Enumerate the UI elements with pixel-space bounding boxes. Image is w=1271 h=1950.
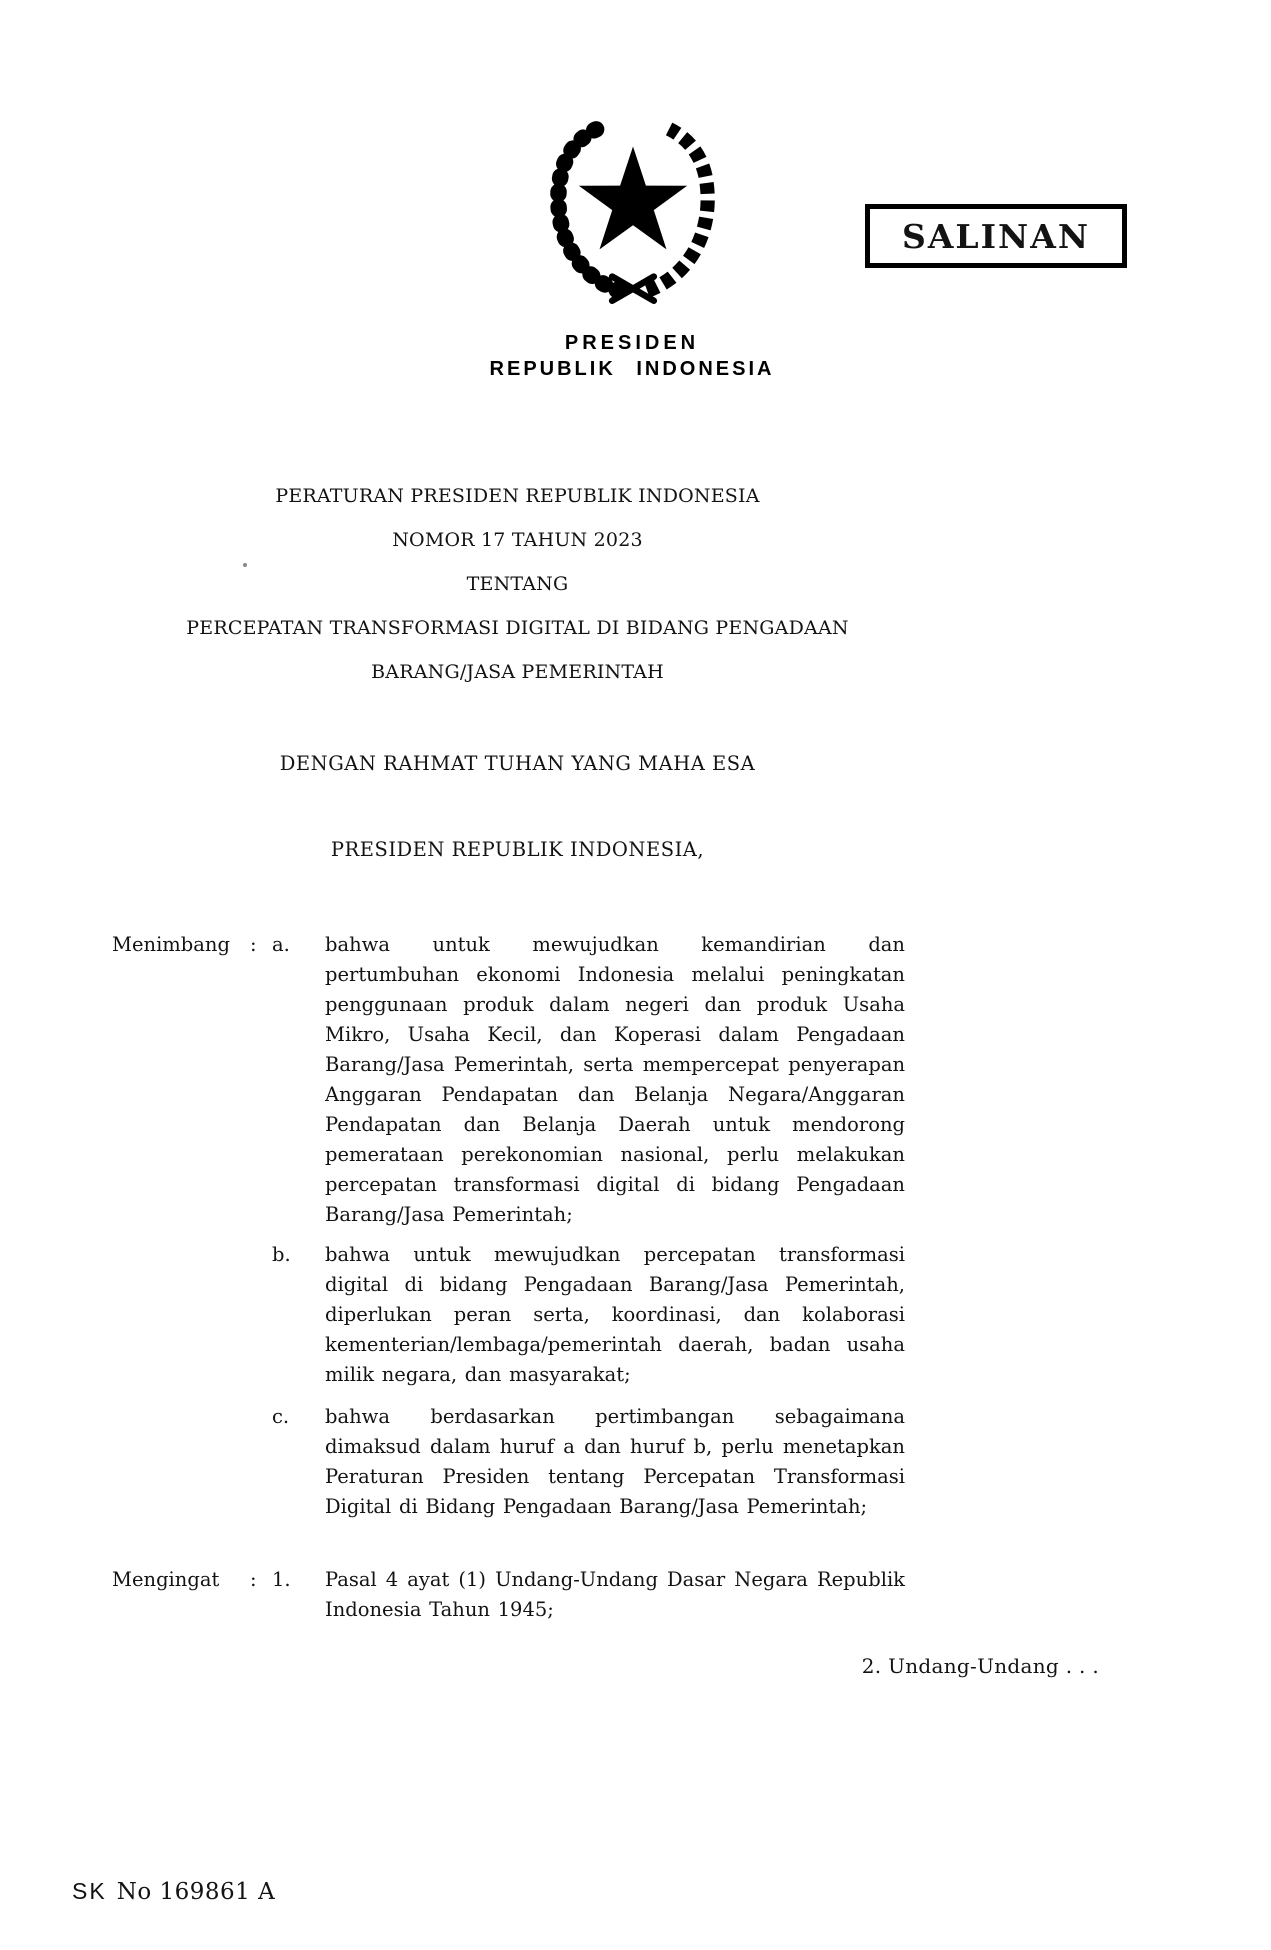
item-marker-b: b. (272, 1243, 291, 1266)
item-marker-a: a. (272, 933, 290, 956)
section-menimbang (112, 930, 912, 1230)
invocation: DENGAN RAHMAT TUHAN YANG MAHA ESA (279, 752, 756, 775)
doc-code-prefix: SK (72, 1878, 107, 1904)
section-separator: : (250, 933, 257, 956)
section-mengingat (112, 1565, 912, 1625)
enacting-authority: PRESIDEN REPUBLIK INDONESIA, (330, 838, 705, 861)
section-label-mengingat: Mengingat (112, 1568, 220, 1591)
doc-control-number (72, 1878, 275, 1905)
title-line-1: PERATURAN PRESIDEN REPUBLIK INDONESIA (275, 485, 760, 507)
section-label-spacer (112, 1402, 250, 1522)
section-label-spacer (112, 1240, 250, 1390)
consideration-row-b (112, 1240, 912, 1390)
section-label-menimbang: Menimbang (112, 933, 230, 956)
title-line-4: PERCEPATAN TRANSFORMASI DIGITAL DI BIDANG PENGADAAN (186, 617, 849, 639)
consideration-item-b: bahwa untuk mewujudkan percepatan transformasi digital di bidang Pengadaan Barang/Jasa Pemerintah, diperlukan peran serta, koordinasi, dan kolaborasi kementerian/lembaga/pemerintah daerah, badan usaha milik negara, dan masyarakat; (325, 1243, 905, 1386)
doc-code-number: No 169861 A (116, 1879, 276, 1905)
document-title (120, 474, 915, 694)
item-marker-1: 1. (272, 1568, 291, 1591)
consideration-item-a: bahwa untuk mewujudkan kemandirian dan pertumbuhan ekonomi Indonesia melalui peningkatan penggunaan produk dalam negeri dan produk Usaha Mikro, Usaha Kecil, dan Koperasi dalam Pengadaan Barang/Jasa Pemerintah, serta mempercepat penyerapan Anggaran Pendapatan dan Belanja Negara/Anggaran Pendapatan dan Belanja Daerah untuk mendorong pemerataan perekonomian nasional, perlu melakukan percepatan transformasi digital di bidang Pengadaan Barang/Jasa Pemerintah; (325, 933, 905, 1226)
presidential-seal-icon (540, 118, 726, 304)
title-line-2: NOMOR 17 TAHUN 2023 (392, 529, 643, 551)
consideration-item-c: bahwa berdasarkan pertimbangan sebagaimana dimaksud dalam huruf a dan huruf b, perlu menetapkan Peraturan Presiden tentang Percepatan Transformasi Digital di Bidang Pengadaan Barang/Jasa Pemerintah; (325, 1405, 905, 1518)
legal-basis-item-1: Pasal 4 ayat (1) Undang-Undang Dasar Negara Republik Indonesia Tahun 1945; (325, 1568, 905, 1621)
salinan-stamp-label: SALINAN (901, 216, 1090, 256)
title-line-5: BARANG/JASA PEMERINTAH (371, 661, 664, 683)
item-marker-c: c. (272, 1405, 290, 1428)
catchword: 2. Undang-Undang . . . (861, 1654, 1099, 1678)
section-separator: : (250, 1568, 257, 1591)
letterhead-line1: PRESIDEN (564, 332, 700, 354)
letterhead (432, 330, 832, 382)
letterhead-line2: REPUBLIK INDONESIA (489, 358, 775, 380)
salinan-stamp (865, 204, 1127, 268)
consideration-row-c (112, 1402, 912, 1522)
title-line-3: TENTANG (466, 573, 569, 595)
